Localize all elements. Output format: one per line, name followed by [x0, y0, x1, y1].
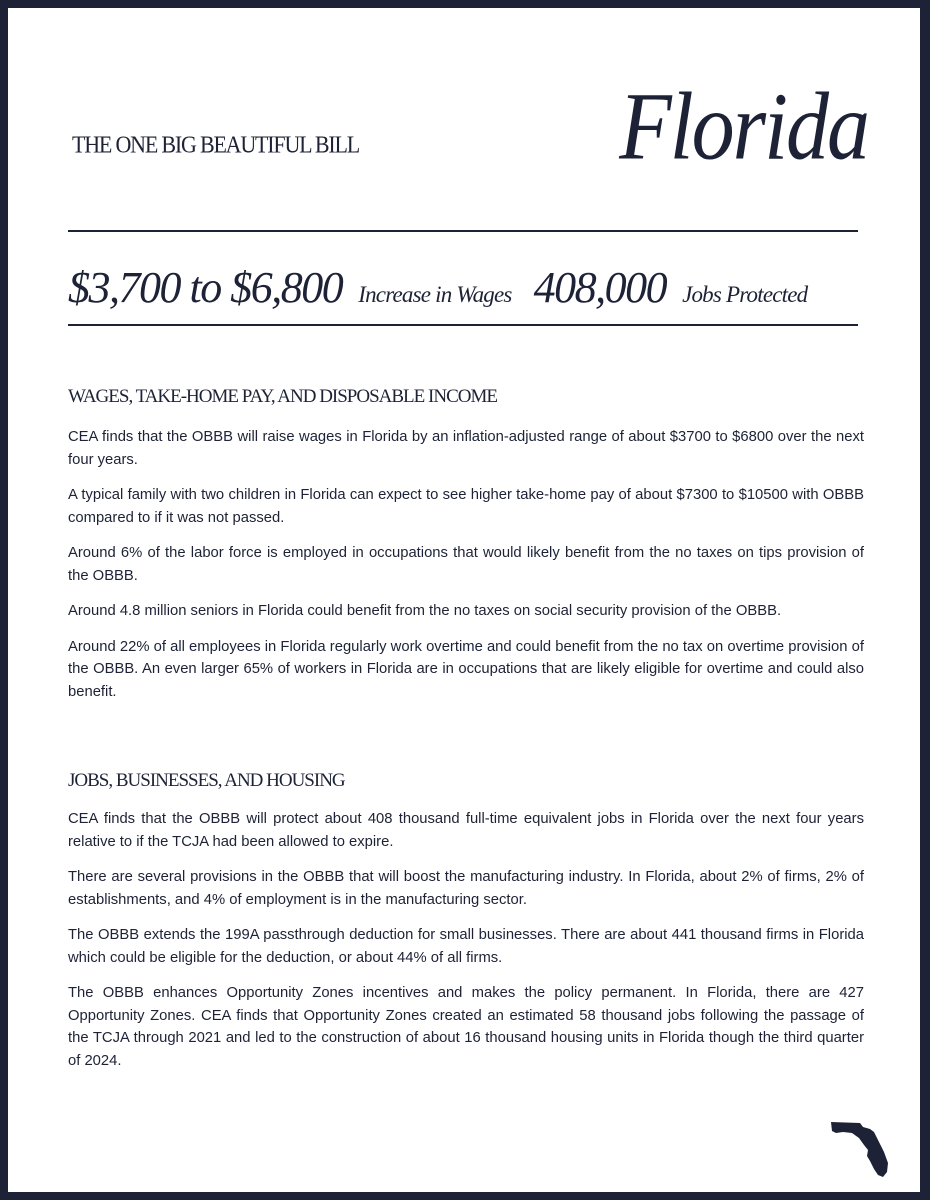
- document-label: THE ONE BIG BEAUTIFUL BILL: [72, 130, 359, 158]
- paragraph: Around 6% of the labor force is employed in occupations that would likely benefit from the no taxes on tips provision of the OBBB.: [68, 545, 864, 584]
- paragraph: There are several provisions in the OBBB that will boost the manufacturing industry. In Florida, about 2% of firms, 2% of establishments, and 4% of employment is in the manufacturing sector.: [68, 869, 864, 908]
- paragraph: CEA finds that the OBBB will raise wages in Florida by an inflation-adjusted range of about $3700 to $6800 over the next four years.: [68, 429, 864, 468]
- stats-row: [68, 262, 858, 313]
- section-heading-wages: WAGES, TAKE-HOME PAY, AND DISPOSABLE INCOME: [68, 386, 497, 407]
- document-page: [8, 8, 920, 1192]
- section-body-jobs: [68, 808, 864, 1085]
- bottom-divider: [68, 324, 858, 326]
- florida-map-icon: [830, 1120, 892, 1178]
- paragraph: A typical family with two children in Florida can expect to see higher take-home pay of about $7300 to $10500 with OBBB compared to if it was not passed.: [68, 487, 864, 526]
- jobs-protected-label: Jobs Protected: [682, 282, 808, 307]
- wage-increase-label: Increase in Wages: [358, 282, 512, 307]
- paragraph: Around 4.8 million seniors in Florida could benefit from the no taxes on social security provision of the OBBB.: [68, 603, 782, 619]
- section-body-wages: [68, 426, 864, 716]
- state-title: Florida: [619, 72, 868, 180]
- paragraph: The OBBB extends the 199A passthrough deduction for small businesses. There are about 441 thousand firms in Florida which could be eligible for the deduction, or about 44% of all firms.: [68, 927, 864, 966]
- wage-increase-value: $3,700 to $6,800: [68, 263, 343, 312]
- paragraph: Around 22% of all employees in Florida regularly work overtime and could benefit from the no tax on overtime provision of the OBBB. An even larger 65% of workers in Florida are in occupations that are likely eligible for overtime and could also benefit.: [68, 638, 864, 700]
- paragraph: CEA finds that the OBBB will protect about 408 thousand full-time equivalent jobs in Florida over the next four years relative to if the TCJA had been allowed to expire.: [68, 811, 864, 850]
- paragraph: The OBBB enhances Opportunity Zones incentives and makes the policy permanent. In Florida, there are 427 Opportunity Zones. CEA finds that Opportunity Zones created an estimated 58 thousand jobs following the passage of the TCJA through 2021 and led to the construction of about 16 thousand housing units in Florida though the third quarter of 2024.: [68, 985, 864, 1069]
- section-heading-jobs: JOBS, BUSINESSES, AND HOUSING: [68, 770, 345, 791]
- jobs-protected-value: 408,000: [533, 263, 667, 312]
- top-divider: [68, 230, 858, 232]
